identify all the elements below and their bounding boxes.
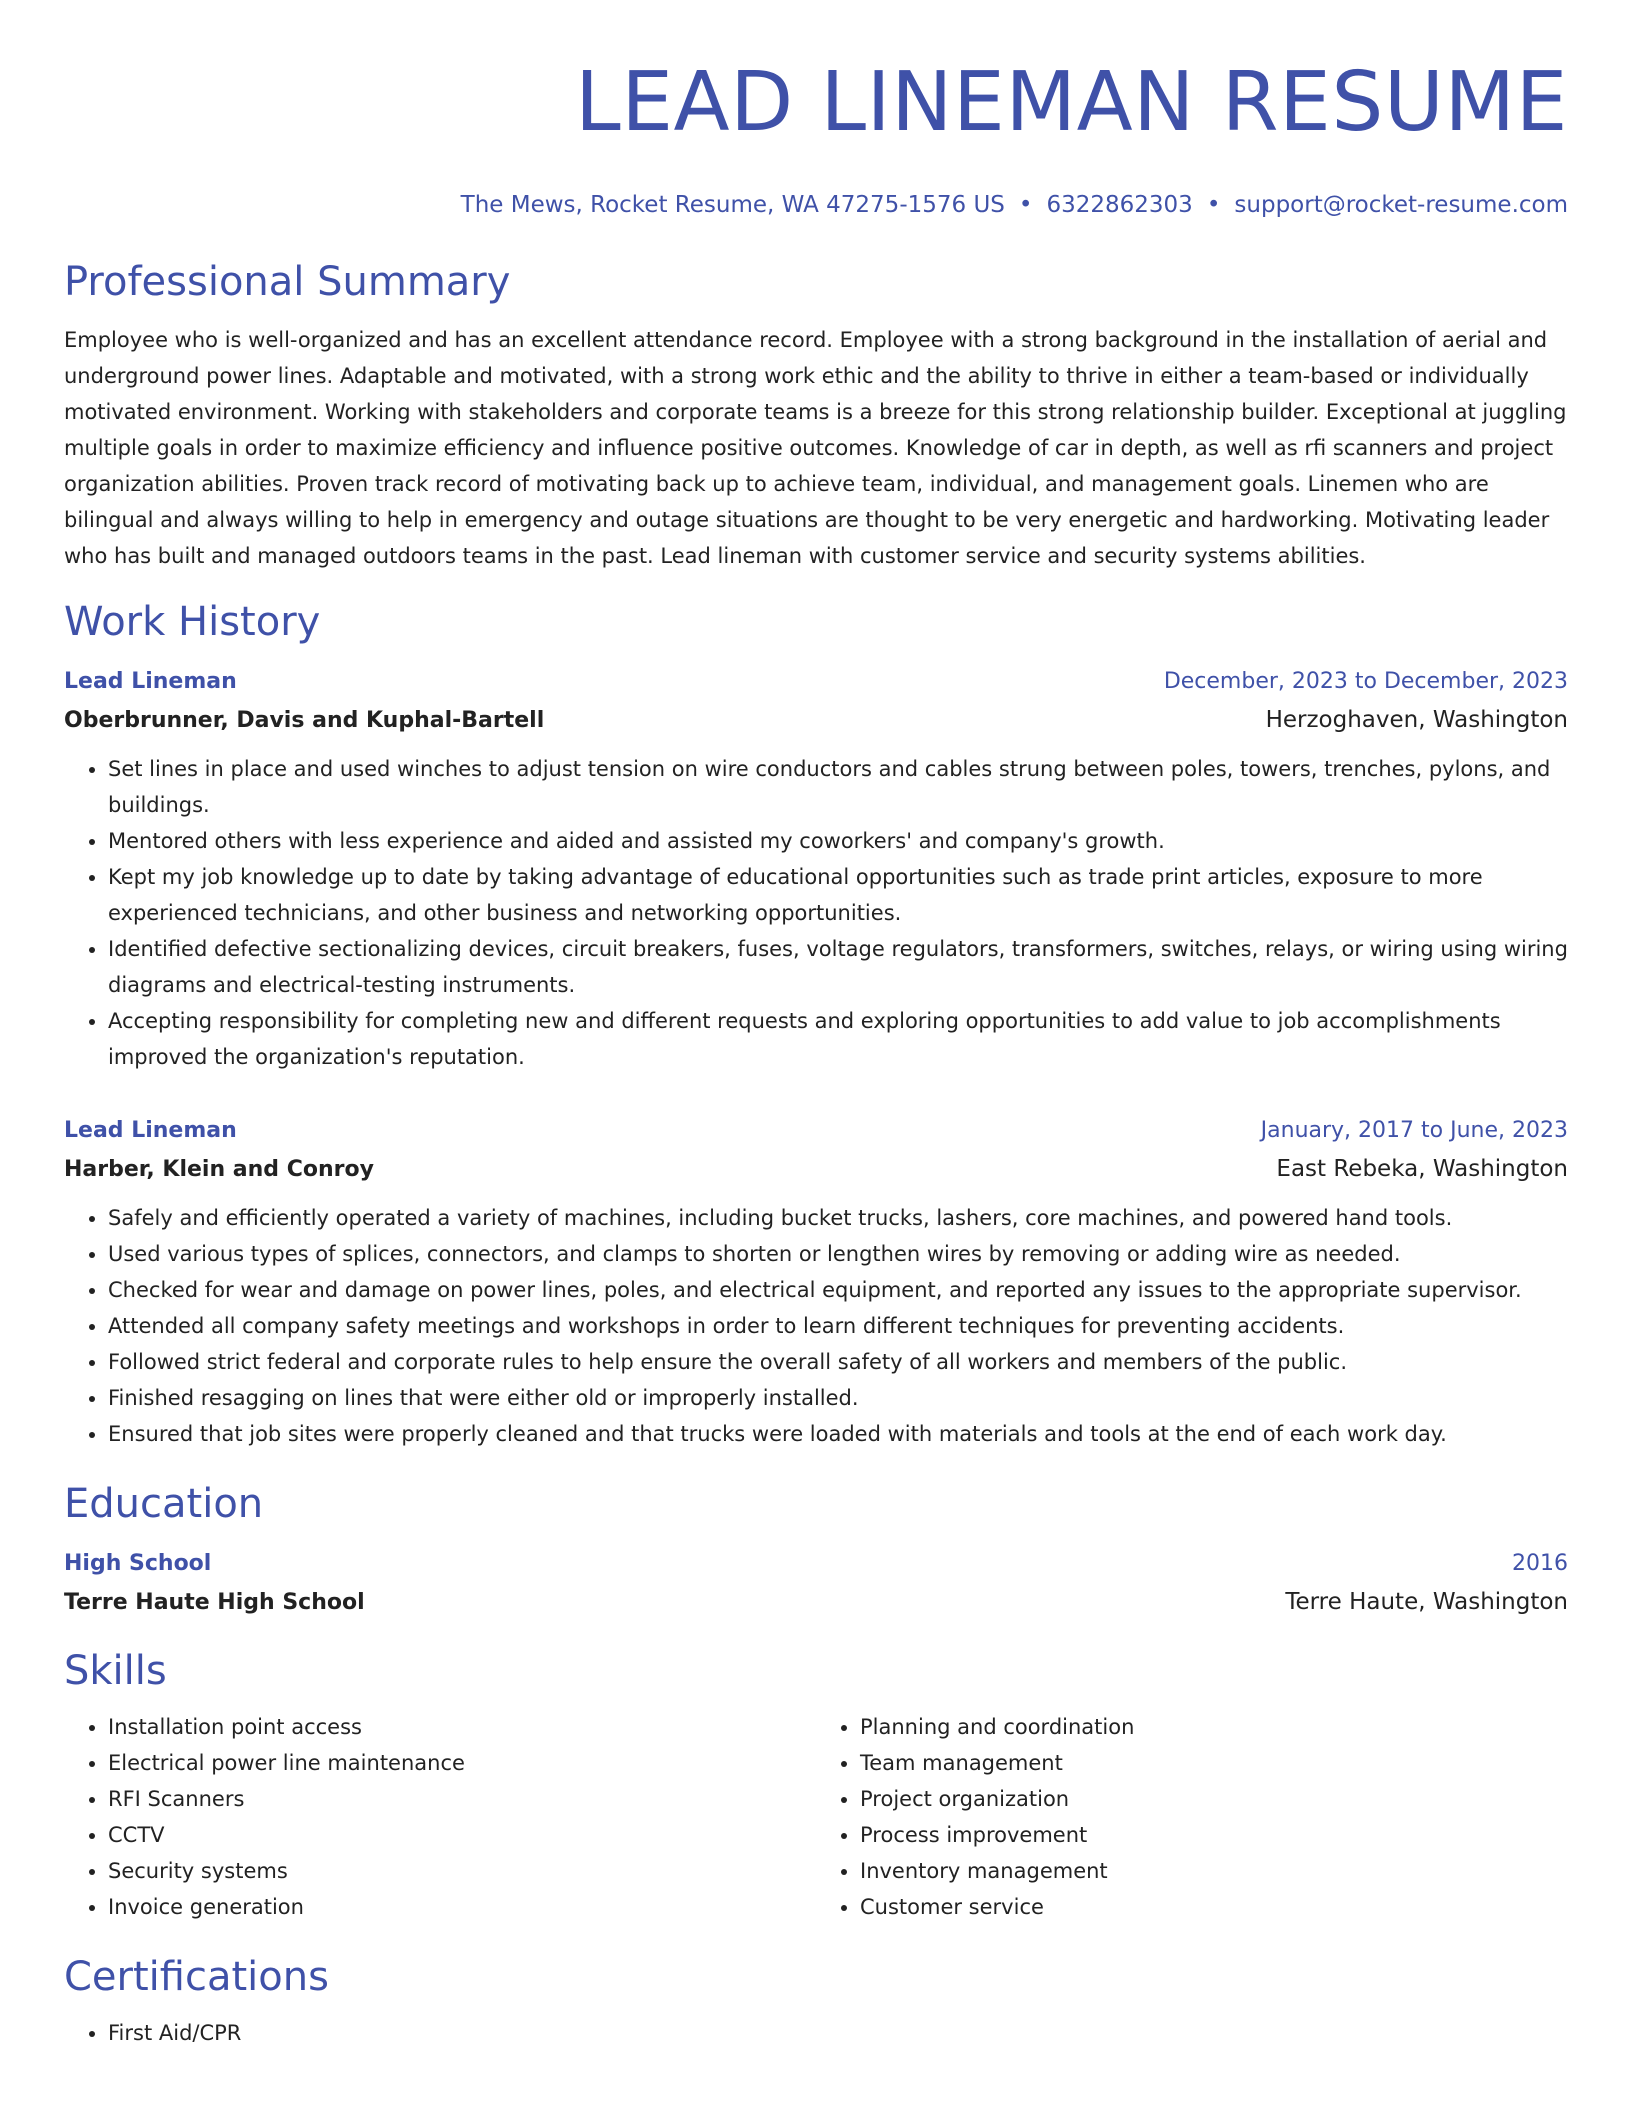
list-item: • Accepting responsibility for completing new and different requests and exploring opportunities to add value to job accomplishments improved the organization's reputation. — [108, 1003, 1568, 1075]
contact-separator: • — [1018, 192, 1033, 218]
summary-text: Employee who is well-organized and has an excellent attendance record. Employee with a strong background in the installation of aerial and underground power lines. Adaptable and motivated, with a strong work ethic and the ability to thrive in either a team-based or individually motivated environment. Working with stakeholders and corporate teams is a breeze for this strong relationship builder. Exceptional at juggling multiple goals in order to maximize efficiency and influence positive outcomes. Knowledge of car in depth, as well as rfi scanners and project organization abilities. Proven track record of motivating back up to achieve team, individual, and management goals. Linemen who are bilingual and always willing to help in emergency and outage situations are thought to be very energetic and hardworking. Motivating leader who has built and managed outdoors teams in the past. Lead lineman with customer service and security systems abilities. — [64, 328, 1567, 568]
list-item: • Followed strict federal and corporate rules to help ensure the overall safety of all workers and members of the public. — [108, 1344, 1568, 1380]
skills-column-right — [816, 1709, 1568, 1925]
job-company: Harber, Klein and Conroy — [64, 1157, 374, 1182]
education-entry — [64, 1546, 1568, 1623]
list-item: • Security systems — [108, 1853, 816, 1889]
list-item: • RFI Scanners — [108, 1781, 816, 1817]
job-dates: January, 2017 to June, 2023 — [1260, 1118, 1568, 1143]
job-header — [64, 664, 1568, 700]
skills-grid — [64, 1709, 1568, 1925]
list-item: • CCTV — [108, 1817, 816, 1853]
contact-separator: • — [1206, 192, 1221, 218]
job-location: East Rebeka, Washington — [1276, 1156, 1568, 1182]
list-item: • Customer service — [860, 1889, 1568, 1925]
education-year: 2016 — [1512, 1551, 1568, 1576]
resume-name: LEAD LINEMAN RESUME — [575, 55, 1568, 150]
education-heading: Education — [64, 1481, 264, 1527]
education-subheader — [64, 1582, 1568, 1623]
education-school: Terre Haute High School — [64, 1590, 365, 1615]
list-item: • Checked for wear and damage on power lines, poles, and electrical equipment, and reported any issues to the appropriate supervisor. — [108, 1272, 1568, 1308]
job-dates: December, 2023 to December, 2023 — [1163, 669, 1568, 694]
summary-heading: Professional Summary — [64, 259, 511, 305]
list-item: • Team management — [860, 1745, 1568, 1781]
list-item: • Set lines in place and used winches to adjust tension on wire conductors and cables strung between poles, towers, trenches, pylons, and buildings. — [108, 751, 1568, 823]
contact-email[interactable]: support@rocket-resume.com — [1234, 192, 1568, 218]
list-item: • Inventory management — [860, 1853, 1568, 1889]
contact-line — [64, 190, 1568, 220]
list-item: • Attended all company safety meetings and workshops in order to learn different techniques for preventing accidents. — [108, 1308, 1568, 1344]
list-item: • Identified defective sectionalizing devices, circuit breakers, fuses, voltage regulators, transformers, switches, relays, or wiring using wiring diagrams and electrical-testing instruments. — [108, 931, 1568, 1003]
education-degree: High School — [64, 1551, 212, 1576]
job-entry — [64, 664, 1568, 1075]
job-subheader — [64, 1149, 1568, 1190]
list-item: • Ensured that job sites were properly cleaned and that trucks were loaded with materials and tools at the end of each work day. — [108, 1416, 1568, 1452]
certifications-heading: Certifications — [64, 1954, 329, 2000]
contact-phone: 6322862303 — [1046, 192, 1193, 218]
job-location: Herzoghaven, Washington — [1265, 707, 1568, 733]
list-item: • Process improvement — [860, 1817, 1568, 1853]
skills-column-left — [64, 1709, 816, 1925]
job-subheader — [64, 700, 1568, 741]
job-bullets — [64, 751, 1568, 1075]
skills-heading: Skills — [64, 1648, 167, 1694]
job-role: Lead Lineman — [64, 669, 237, 694]
list-item: • Finished resagging on lines that were either old or improperly installed. — [108, 1380, 1568, 1416]
education-location: Terre Haute, Washington — [1285, 1589, 1568, 1615]
list-item: • Invoice generation — [108, 1889, 816, 1925]
list-item: • Mentored others with less experience and aided and assisted my coworkers' and company's growth. — [108, 823, 1568, 859]
job-entry — [64, 1113, 1568, 1452]
job-header — [64, 1113, 1568, 1149]
list-item: • Used various types of splices, connectors, and clamps to shorten or lengthen wires by removing or adding wire as needed. — [108, 1236, 1568, 1272]
list-item: • Electrical power line maintenance — [108, 1745, 816, 1781]
work-history-heading: Work History — [64, 599, 321, 645]
contact-address: The Mews, Rocket Resume, WA 47275-1576 US — [460, 192, 1005, 218]
certifications-list — [64, 2015, 1568, 2051]
list-item: • Kept my job knowledge up to date by taking advantage of educational opportunities such as trade print articles, exposure to more experienced technicians, and other business and networking opportunities. — [108, 859, 1568, 931]
education-header — [64, 1546, 1568, 1582]
job-role: Lead Lineman — [64, 1118, 237, 1143]
list-item: • Planning and coordination — [860, 1709, 1568, 1745]
job-bullets — [64, 1200, 1568, 1452]
list-item: • Installation point access — [108, 1709, 816, 1745]
list-item: • Safely and efficiently operated a variety of machines, including bucket trucks, lashers, core machines, and powered hand tools. — [108, 1200, 1568, 1236]
list-item: • Project organization — [860, 1781, 1568, 1817]
list-item: • First Aid/CPR — [108, 2015, 1568, 2051]
job-company: Oberbrunner, Davis and Kuphal-Bartell — [64, 708, 545, 733]
